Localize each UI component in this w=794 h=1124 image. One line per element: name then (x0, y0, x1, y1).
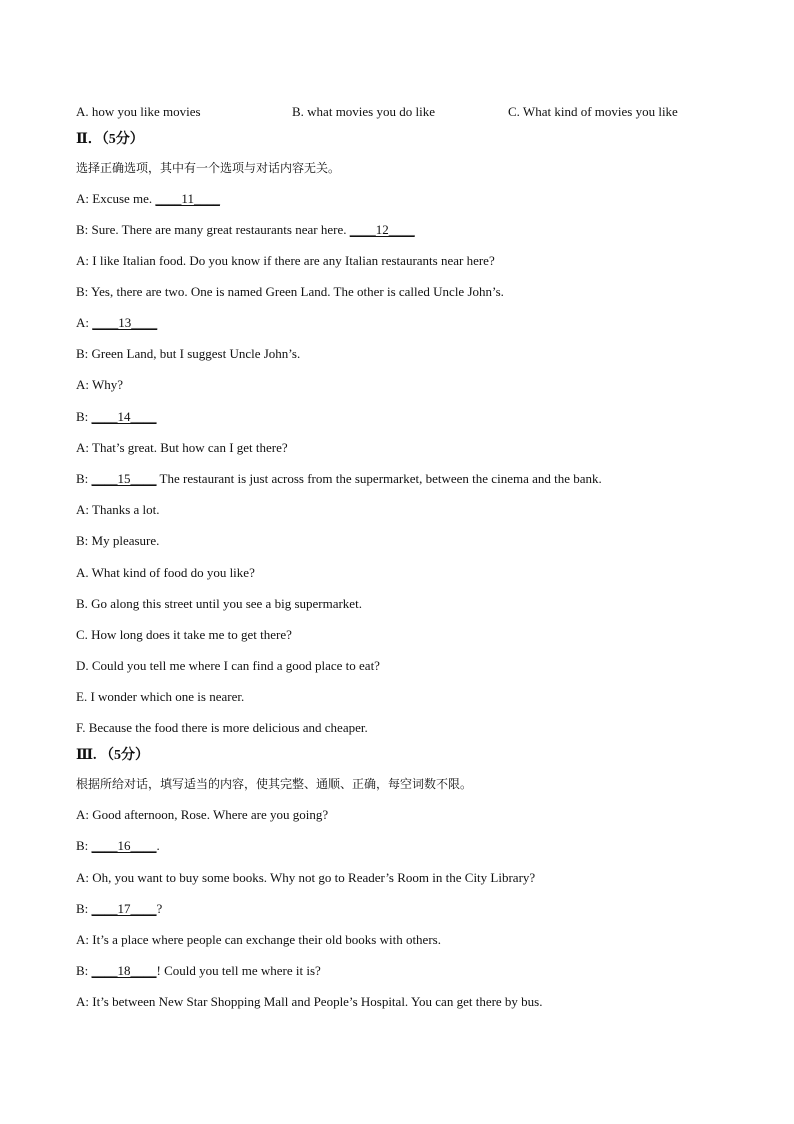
dialogue-line: A: ____13____ (76, 315, 158, 330)
dialogue-line: A: I like Italian food. Do you know if there are any Italian restaurants near here? (76, 253, 495, 268)
dialogue-line: A: Excuse me. ____11____ (76, 191, 220, 206)
dialogue-line: B: ____15____ The restaurant is just across from the supermarket, between the cinema and the bank. (76, 471, 602, 486)
choice-option-a: A. What kind of food do you like? (76, 565, 255, 580)
answer-blank-18[interactable]: ____18____ (91, 963, 157, 978)
dialogue-line: B: ____14____ (76, 409, 157, 424)
dialogue-line: B: Yes, there are two. One is named Green Land. The other is called Uncle John’s. (76, 284, 504, 299)
dialogue-line: A: Good afternoon, Rose. Where are you going? (76, 807, 329, 822)
section2-heading: Ⅱ．（5分） (76, 132, 144, 147)
answer-blank-12[interactable]: ____12____ (349, 222, 415, 237)
answer-blank-14[interactable]: ____14____ (91, 409, 157, 424)
dialogue-line: B: My pleasure. (76, 533, 160, 548)
answer-blank-15[interactable]: ____15____ (91, 471, 157, 486)
dialogue-line: A: It’s between New Star Shopping Mall and People’s Hospital. You can get there by bus. (76, 994, 543, 1009)
dialogue-line: B: Sure. There are many great restaurants near here. ____12____ (76, 222, 415, 237)
choice-option-e: E. I wonder which one is nearer. (76, 689, 245, 704)
dialogue-line: A: Oh, you want to buy some books. Why not go to Reader’s Room in the City Library? (76, 870, 536, 885)
choice-option-d: D. Could you tell me where I can find a good place to eat? (76, 658, 380, 673)
dialogue-line: B: Green Land, but I suggest Uncle John’s. (76, 346, 301, 361)
dialogue-line: A: That’s great. But how can I get there? (76, 440, 288, 455)
prev-option-b: B. what movies you do like (292, 104, 435, 119)
dialogue-line: B: ____18____! Could you tell me where it is? (76, 963, 321, 978)
dialogue-line: A: Why? (76, 377, 124, 392)
section3-instruction: 根据所给对话，填写适当的内容，使其完整、通顺、正确，每空词数不限。 (76, 777, 473, 791)
section2-instruction: 选择正确选项，其中有一个选项与对话内容无关。 (76, 161, 341, 175)
choice-option-f: F. Because the food there is more delicious and cheaper. (76, 720, 368, 735)
answer-blank-17[interactable]: ____17____ (91, 901, 157, 916)
section3-heading: Ⅲ. （5分） (76, 748, 150, 763)
prev-option-c: C. What kind of movies you like (508, 104, 678, 119)
answer-blank-16[interactable]: ____16____ (91, 838, 157, 853)
dialogue-line: A: Thanks a lot. (76, 502, 160, 517)
choice-option-c: C. How long does it take me to get there? (76, 627, 292, 642)
choice-option-b: B. Go along this street until you see a big supermarket. (76, 596, 362, 611)
dialogue-line: A: It’s a place where people can exchange their old books with others. (76, 932, 441, 947)
prev-option-a: A. how you like movies (76, 104, 201, 119)
dialogue-line: B: ____17____? (76, 901, 163, 916)
answer-blank-11[interactable]: ____11____ (155, 191, 220, 206)
dialogue-line: B: ____16____. (76, 838, 160, 853)
answer-blank-13[interactable]: ____13____ (92, 315, 158, 330)
